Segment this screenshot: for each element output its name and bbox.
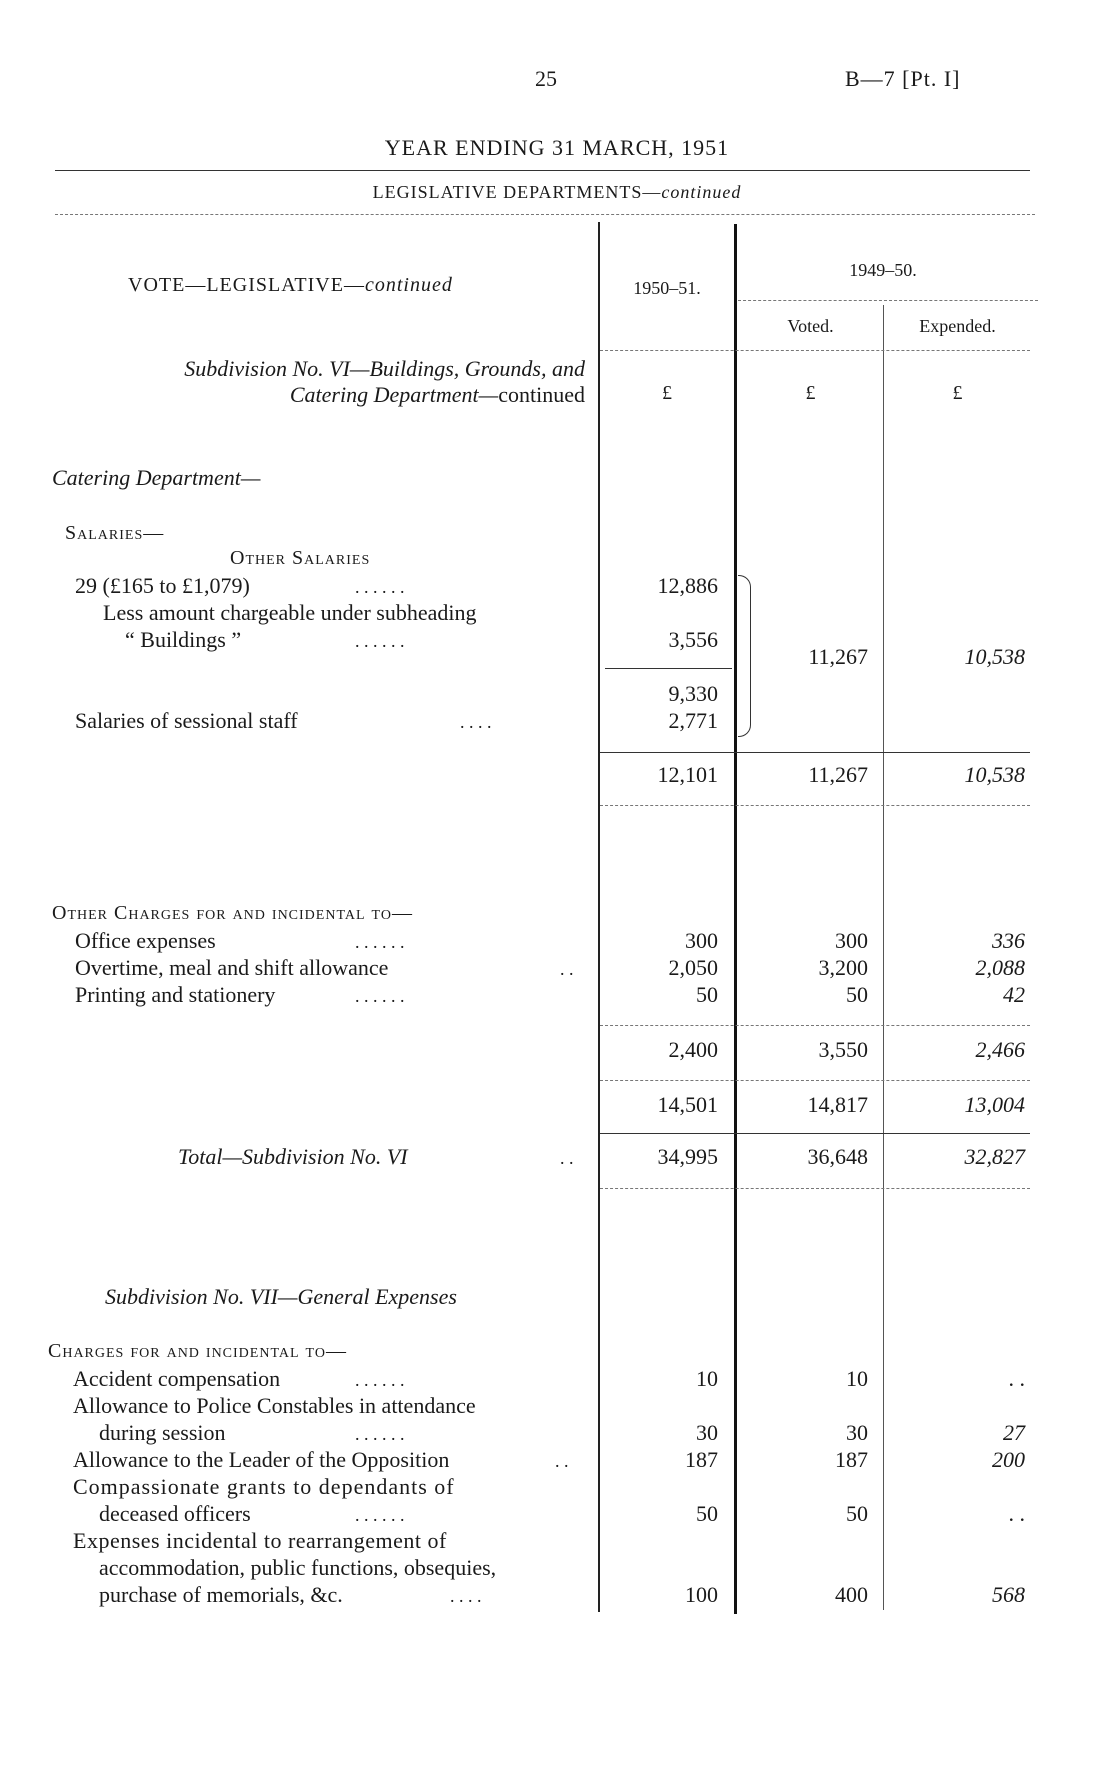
charge-voted: 50 — [846, 982, 868, 1007]
expense-year: 10 — [696, 1366, 718, 1391]
subdivision-vi-title-continued: Catering Department—continued — [289, 382, 585, 407]
expense-voted: 10 — [846, 1366, 868, 1391]
subdivision-vi-title: Subdivision No. VI—Buildings, Grounds, and — [184, 356, 585, 381]
leader-dots: . . . . . . — [355, 1370, 405, 1390]
charges-total-expended: 2,466 — [975, 1037, 1025, 1062]
less-row-label-cont: “ Buildings ” — [125, 627, 242, 652]
leader-dots: . . — [560, 1148, 574, 1168]
column-header-1950-51: 1950–51. — [633, 278, 701, 298]
expense-year: 30 — [696, 1420, 718, 1445]
column-divider — [883, 305, 884, 1610]
expense-label: Expenses incidental to rearrangement of — [73, 1528, 447, 1553]
sessional-row-label: Salaries of sessional staff — [75, 708, 298, 733]
leader-dots: . . . . . . — [355, 932, 405, 952]
other-charges-heading: Other Charges for and incidental to— — [52, 902, 413, 924]
rule — [600, 1025, 1030, 1026]
rule — [600, 350, 1030, 351]
expense-year: 50 — [696, 1501, 718, 1526]
charge-year: 2,050 — [668, 955, 718, 980]
expense-voted: 187 — [835, 1447, 868, 1472]
expense-expended: . . — [1008, 1366, 1025, 1391]
catering-heading: Catering Department— — [52, 465, 261, 490]
subdivision-vi-total-expended: 32,827 — [964, 1144, 1025, 1169]
catering-total-voted: 14,817 — [807, 1092, 868, 1117]
charge-label: Printing and stationery — [75, 982, 276, 1007]
expense-label-cont: during session — [99, 1420, 226, 1445]
currency-symbol: £ — [952, 382, 963, 404]
subdivision-vi-total-voted: 36,648 — [807, 1144, 868, 1169]
expense-expended: 27 — [1003, 1420, 1025, 1445]
leader-dots: . . — [555, 1451, 569, 1471]
rule — [600, 1188, 1030, 1189]
salaries-total-voted: 11,267 — [808, 762, 868, 787]
document-code: B—7 [Pt. I] — [845, 66, 961, 91]
sessional-row-year: 2,771 — [668, 708, 718, 733]
vote-title: VOTE—LEGISLATIVE—continued — [128, 274, 453, 296]
subdivision-vii-title: Subdivision No. VII—General Expenses — [105, 1284, 457, 1309]
charge-label: Overtime, meal and shift allowance — [75, 955, 389, 980]
charges-heading: Charges for and incidental to— — [48, 1340, 347, 1362]
salary-row-label: 29 (£165 to £1,079) — [75, 573, 250, 598]
salaries-total-expended: 10,538 — [964, 762, 1025, 787]
expense-label: Allowance to the Leader of the Opposition — [73, 1447, 450, 1472]
leader-dots: . . . . — [460, 712, 492, 732]
rule — [738, 300, 1038, 301]
brace-expended: 10,538 — [964, 644, 1025, 669]
column-header-voted: Voted. — [787, 316, 834, 336]
year-title: YEAR ENDING 31 MARCH, 1951 — [384, 135, 730, 160]
charge-year: 300 — [685, 928, 718, 953]
expense-expended: 200 — [992, 1447, 1025, 1472]
expense-expended: 568 — [992, 1582, 1025, 1607]
charges-total-year: 2,400 — [668, 1037, 718, 1062]
rule — [55, 214, 1035, 215]
rule — [55, 170, 1030, 171]
charge-voted: 3,200 — [818, 955, 868, 980]
currency-symbol: £ — [662, 382, 672, 404]
subtotal-year: 9,330 — [668, 681, 718, 706]
salary-row-year: 12,886 — [657, 573, 718, 598]
expense-voted: 400 — [835, 1582, 868, 1607]
leader-dots: . . . . . . — [355, 577, 405, 597]
total-rule — [600, 1133, 1030, 1134]
department-title: LEGISLATIVE DEPARTMENTS—continued — [372, 182, 742, 202]
expense-voted: 50 — [846, 1501, 868, 1526]
expense-label-cont: deceased officers — [99, 1501, 251, 1526]
salaries-total-year: 12,101 — [657, 762, 718, 787]
rule — [600, 1080, 1030, 1081]
brace-voted: 11,267 — [808, 644, 868, 669]
charge-expended: 336 — [992, 928, 1025, 953]
expense-label: Allowance to Police Constables in attendance — [73, 1393, 476, 1418]
catering-total-expended: 13,004 — [964, 1092, 1025, 1117]
less-row-label: Less amount chargeable under subheading — [103, 600, 477, 625]
column-divider — [598, 222, 600, 1612]
leader-dots: . . . . . . — [355, 631, 405, 651]
subtotal-rule — [605, 668, 732, 669]
expense-label: Compassionate grants to dependants of — [73, 1474, 455, 1499]
expense-expended: . . — [1008, 1501, 1025, 1526]
leader-dots: . . . . — [450, 1586, 482, 1606]
expense-year: 100 — [685, 1582, 718, 1607]
leader-dots: . . . . . . — [355, 986, 405, 1006]
leader-dots: . . — [560, 959, 574, 979]
expense-voted: 30 — [846, 1420, 868, 1445]
column-divider — [734, 224, 737, 1614]
column-header-1949-50: 1949–50. — [849, 260, 917, 280]
less-row-year: 3,556 — [668, 627, 718, 652]
salaries-heading: Salaries— — [65, 522, 165, 544]
charge-expended: 2,088 — [975, 955, 1025, 980]
expense-year: 187 — [685, 1447, 718, 1472]
leader-dots: . . . . . . — [355, 1424, 405, 1444]
charge-expended: 42 — [1003, 982, 1025, 1007]
charge-year: 50 — [696, 982, 718, 1007]
currency-symbol: £ — [805, 382, 816, 404]
leader-dots: . . . . . . — [355, 1505, 405, 1525]
catering-total-year: 14,501 — [657, 1092, 718, 1117]
charge-label: Office expenses — [75, 928, 216, 953]
charges-total-voted: 3,550 — [818, 1037, 868, 1062]
expense-label-cont: purchase of memorials, &c. — [99, 1582, 343, 1607]
subdivision-vi-total-year: 34,995 — [657, 1144, 718, 1169]
page-number: 25 — [535, 66, 557, 91]
column-header-expended: Expended. — [919, 316, 996, 336]
other-salaries-heading: Other Salaries — [230, 547, 371, 569]
expense-label-cont: accommodation, public functions, obsequies, — [99, 1555, 497, 1580]
total-rule — [600, 752, 1030, 753]
subdivision-vi-total-label: Total—Subdivision No. VI — [178, 1144, 408, 1169]
rule — [600, 805, 1030, 806]
expense-label: Accident compensation — [73, 1366, 281, 1391]
charge-voted: 300 — [835, 928, 868, 953]
